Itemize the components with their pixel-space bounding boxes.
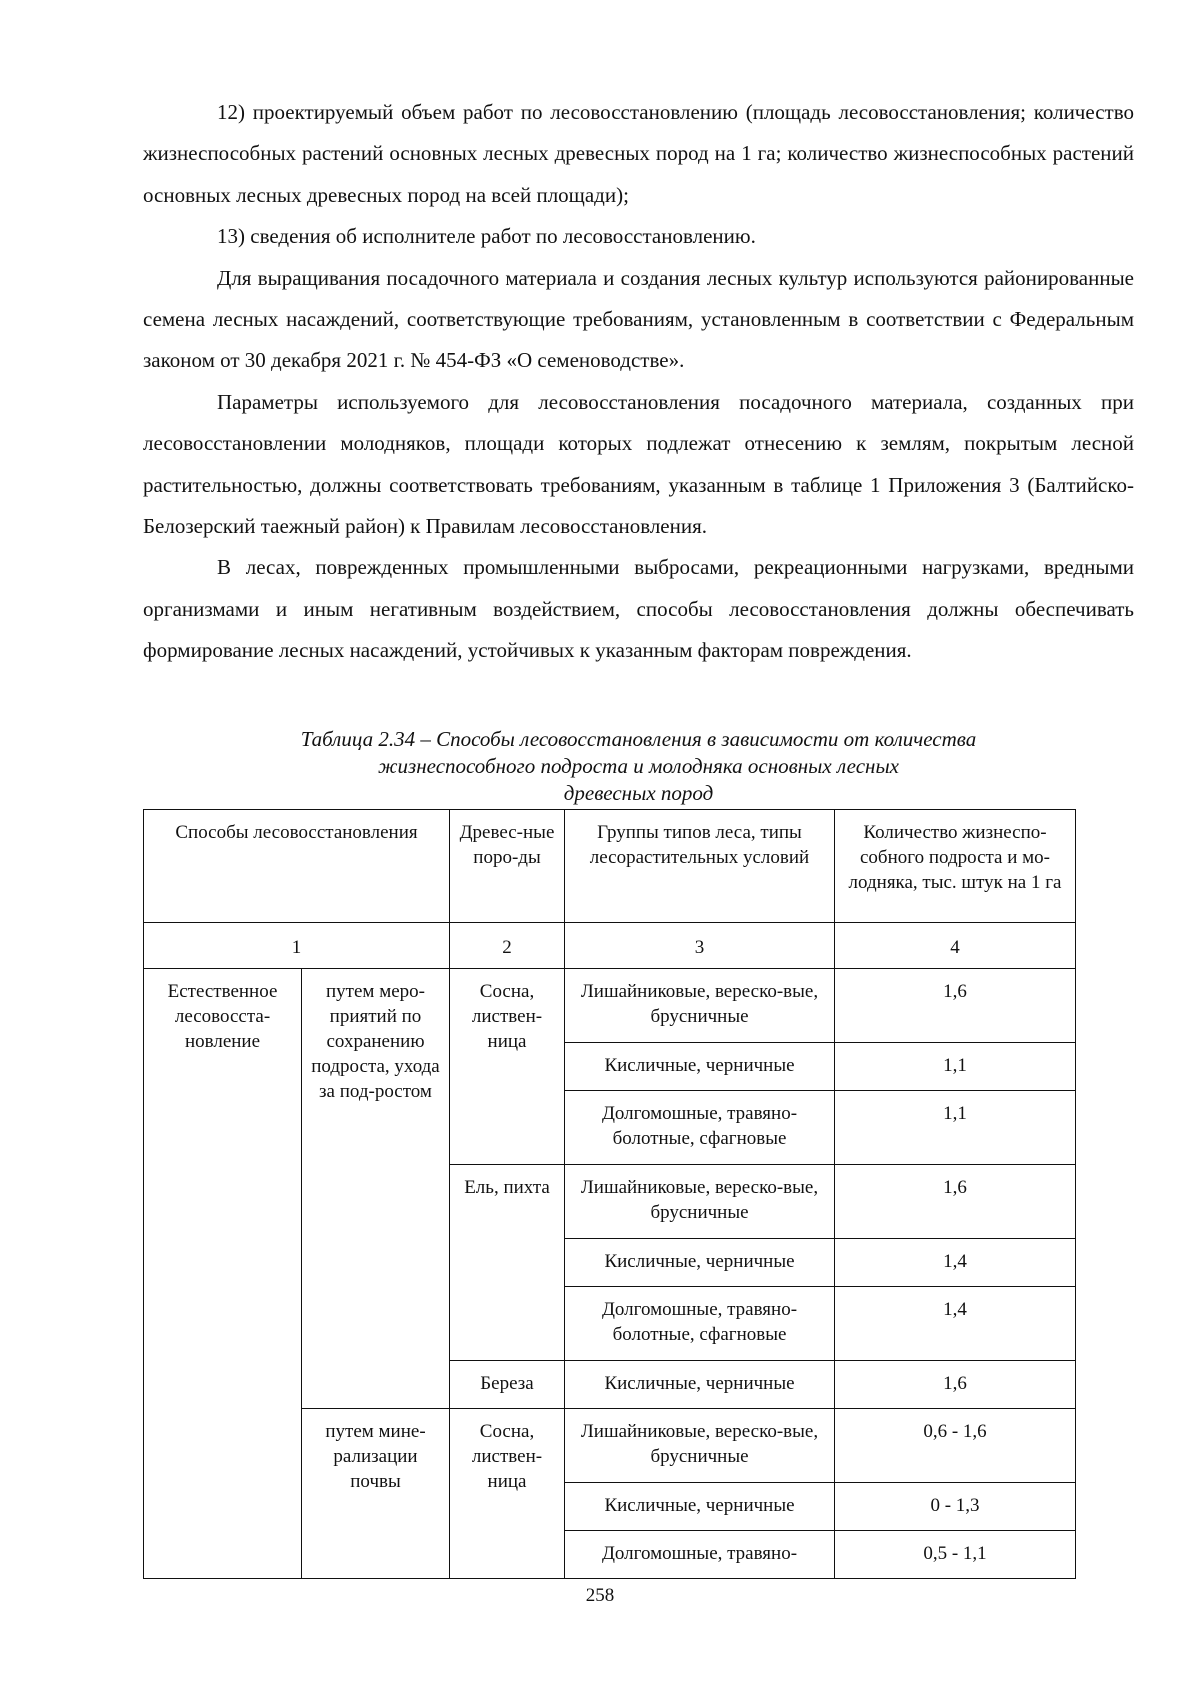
value-cell: 1,1: [835, 1043, 1076, 1091]
forest-type-cell: Кисличные, черничные: [565, 1361, 835, 1409]
paragraph: Параметры используемого для лесовосстановления посадочного материала, созданных при лесовосстановлении молодняков, площади которых подлежат отнесению к землям, покрытым лесной растительностью, должны соответствовать требованиям, указанным в таблице 1 Приложения 3 (Балтийско-Белозерский таежный район) к Правилам лесовосстановления.: [143, 389, 1134, 539]
species-cell: Береза: [450, 1361, 565, 1409]
method-cell: Естественное лесовосста-новление: [144, 969, 302, 1579]
value-cell: 0,6 - 1,6: [835, 1409, 1076, 1483]
paragraph: В лесах, поврежденных промышленными выбросами, рекреационными нагрузками, вредными организмами и иным негативным воздействием, способы лесовосстановления должны обеспечивать формирование лесных насаждений, устойчивых к указанным факторам повреждения.: [143, 555, 1134, 663]
value-cell: 1,1: [835, 1091, 1076, 1165]
column-number: 4: [835, 923, 1076, 969]
table-caption: [143, 726, 1134, 807]
forest-type-cell: Лишайниковые, вереско-вые, брусничные: [565, 1165, 835, 1239]
reforestation-table: [143, 809, 1076, 1579]
species-cell: Сосна, листвен-ница: [450, 969, 565, 1165]
header-methods: Способы лесовосстановления: [144, 810, 450, 923]
column-number: 2: [450, 923, 565, 969]
column-number-row: [144, 923, 1076, 969]
value-cell: 1,4: [835, 1287, 1076, 1361]
column-number: 1: [144, 923, 450, 969]
species-cell: Сосна, листвен-ница: [450, 1409, 565, 1579]
forest-type-cell: Кисличные, черничные: [565, 1043, 835, 1091]
forest-type-cell: Долгомошные, травяно-болотные, сфагновые: [565, 1287, 835, 1361]
value-cell: 0 - 1,3: [835, 1483, 1076, 1531]
column-number: 3: [565, 923, 835, 969]
forest-type-cell: Кисличные, черничные: [565, 1483, 835, 1531]
page-number: 258: [585, 1585, 615, 1606]
forest-type-cell: Долгомошные, травяно-болотные, сфагновые: [565, 1091, 835, 1165]
forest-type-cell: Кисличные, черничные: [565, 1239, 835, 1287]
value-cell: 1,6: [835, 1361, 1076, 1409]
value-cell: 1,6: [835, 1165, 1076, 1239]
caption-line: древесных пород: [563, 781, 714, 805]
value-cell: 0,5 - 1,1: [835, 1531, 1076, 1579]
paragraph: 13) сведения об исполнителе работ по лесовосстановлению.: [217, 224, 756, 249]
forest-type-cell: Долгомошные, травяно-: [565, 1531, 835, 1579]
header-species: Древес-ные поро-ды: [450, 810, 565, 923]
forest-type-cell: Лишайниковые, вереско-вые, брусничные: [565, 1409, 835, 1483]
submethod-cell: путем меро-приятий по сохранению подроста, ухода за под-ростом: [302, 969, 450, 1409]
paragraph: Для выращивания посадочного материала и создания лесных культур используются районированные семена лесных насаждений, соответствующие требованиям, установленным в соответствии с Федеральным законом от 30 декабря 2021 г. № 454-ФЗ «О семеноводстве».: [143, 265, 1134, 373]
table-row: [144, 969, 1076, 1043]
caption-line: Таблица 2.34 – Способы лесовосстановления в зависимости от количества: [300, 727, 977, 751]
forest-type-cell: Лишайниковые, вереско-вые, брусничные: [565, 969, 835, 1043]
value-cell: 1,6: [835, 969, 1076, 1043]
table-header-row: [144, 810, 1076, 923]
species-cell: Ель, пихта: [450, 1165, 565, 1361]
body-text: [143, 92, 1134, 672]
header-quantity: Количество жизнеспо-собного подроста и мо-лодняка, тыс. штук на 1 га: [835, 810, 1076, 923]
header-forest-types: Группы типов леса, типы лесорастительных условий: [565, 810, 835, 923]
caption-line: жизнеспособного подроста и молодняка основных лесных: [378, 754, 899, 778]
value-cell: 1,4: [835, 1239, 1076, 1287]
submethod-cell: путем мине-рализации почвы: [302, 1409, 450, 1579]
paragraph: 12) проектируемый объем работ по лесовосстановлению (площадь лесовосстановления; количество жизнеспособных растений основных лесных древесных пород на 1 га; количество жизнеспособных растений основных лесных древесных пород на всей площади);: [143, 100, 1134, 207]
